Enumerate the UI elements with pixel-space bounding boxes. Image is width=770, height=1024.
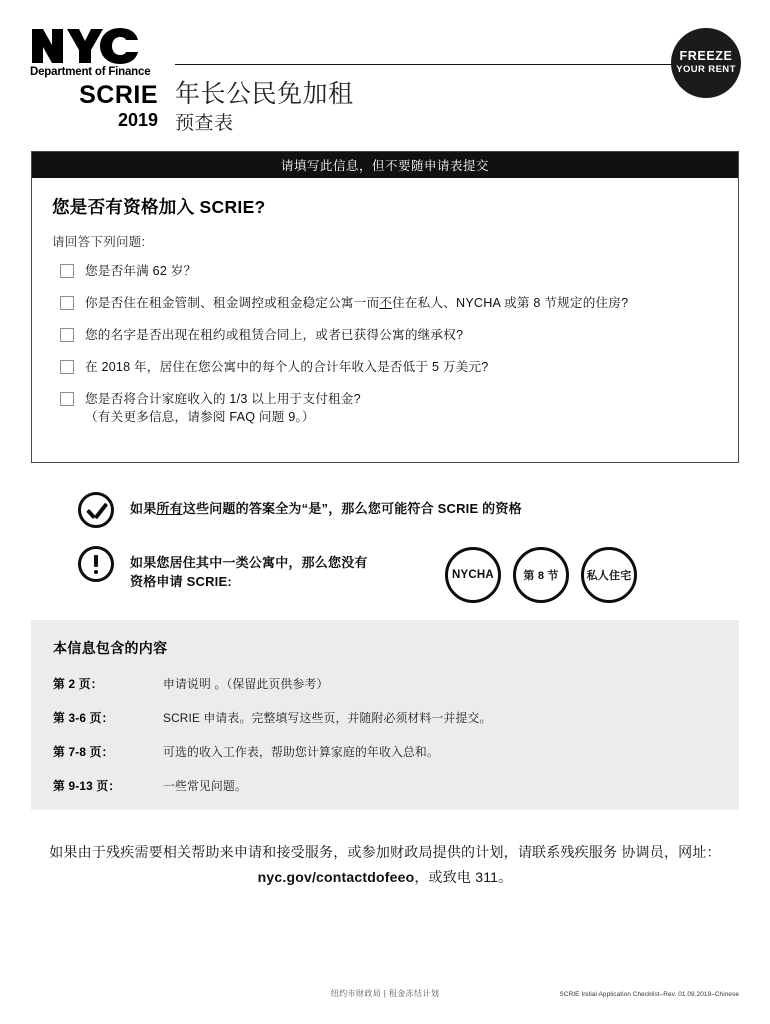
contents-description: 申请说明 。（保留此页供参考） [163, 677, 329, 691]
badge-private-housing-label: 私人住宅 [586, 570, 632, 582]
question-item[interactable] [52, 391, 718, 426]
check-circle-icon [78, 492, 114, 528]
program-code: SCRIE [79, 81, 158, 109]
qualify-text-part: 这些问题的答案全为“是”，那么您可能符合 SCRIE 的资格 [182, 501, 522, 516]
nyc-wordmark-icon [30, 27, 158, 65]
document-header [0, 0, 770, 145]
eligibility-summary [0, 492, 770, 610]
question-text [85, 327, 463, 344]
footer-revision-text: SCRIE Initial Application Checklist–Rev. 01.09.2019–Chinese [559, 991, 739, 998]
question-checkbox[interactable] [60, 392, 74, 406]
page-title-main: 年长公民免加租 [175, 80, 354, 108]
questions-list [52, 263, 718, 426]
footer-center-text: 纽约市财政局 | 租金冻结计划 [330, 989, 440, 998]
question-checkbox[interactable] [60, 264, 74, 278]
badge-section-8-label: 第 8 节 [523, 570, 559, 582]
question-text-part: 您的名字是否出现在租约或租赁合同上，或者已获得公寓的继承权? [85, 328, 464, 342]
contents-title: 本信息包含的内容 [53, 640, 168, 656]
contents-description: SCRIE 申请表。完整填写这些页，并随附必须材料一并提交。 [163, 711, 492, 725]
question-text [85, 295, 628, 312]
badge-nycha [445, 547, 501, 603]
eligibility-questions-box [31, 151, 739, 463]
exclamation-circle-icon [78, 546, 114, 582]
header-rule [175, 64, 680, 65]
question-text-underlined: 不 [379, 296, 393, 310]
question-checkbox[interactable] [60, 360, 74, 374]
disqualify-text [130, 546, 368, 591]
do-not-submit-banner: 请填写此信息，但不要随申请表提交 [32, 152, 738, 178]
accessibility-line-1: 如果由于残疾需要相关帮助来申请和接受服务，或参加财政局提供的计划，请联系残疾服务 [49, 844, 618, 860]
contents-pages: 第 7-8 页： [53, 745, 114, 759]
freeze-your-rent-badge [672, 29, 740, 97]
contents-row [53, 709, 717, 726]
contents-row [53, 777, 717, 794]
question-text-part: 住在私人、NYCHA 或第 8 节规定的住房? [392, 296, 629, 310]
qualify-text-part: 如果 [130, 501, 157, 516]
question-text-part: 您是否年满 62 岁？ [85, 264, 197, 278]
nyc-logo [30, 27, 175, 79]
contents-pages: 第 3-6 页： [53, 711, 114, 725]
badge-line-1: FREEZE [679, 49, 733, 63]
contents-pages: 第 2 页： [53, 677, 103, 691]
contents-row [53, 675, 717, 692]
question-item[interactable] [52, 263, 718, 280]
badge-nycha-label: NYCHA [452, 569, 494, 581]
program-year: 2019 [117, 110, 158, 130]
question-item[interactable] [52, 359, 718, 376]
badge-line-2: YOUR RENT [676, 64, 736, 75]
question-checkbox[interactable] [60, 328, 74, 342]
question-text-part: 在 2018 年，居住在您公寓中的每个人的合计年收入是否低于 5 万美元? [85, 360, 489, 374]
accessibility-line-2-before: 协调员，网址： [621, 844, 721, 860]
qualify-row [78, 492, 522, 528]
accessibility-line-2-after: ，或致电 311。 [414, 869, 513, 885]
page-title-sub: 预查表 [175, 113, 234, 134]
contactdofeeo-link[interactable]: nyc.gov/contactdofeeo [257, 869, 415, 885]
disqualify-line-1: 如果您居住其中一类公寓中，那么您没有 [130, 555, 368, 570]
question-note: （有关更多信息，请参阅 FAQ 问题 9。） [85, 410, 315, 424]
question-text [85, 263, 196, 280]
nyc-logo-agency: Department of Finance [30, 66, 151, 78]
question-item[interactable] [52, 327, 718, 344]
question-checkbox[interactable] [60, 296, 74, 310]
accessibility-notice [31, 840, 739, 890]
contents-row [53, 743, 717, 760]
qualify-text-underlined: 所有 [156, 501, 183, 516]
question-text [85, 359, 488, 376]
program-identifier [28, 82, 158, 131]
disqualify-row [78, 546, 368, 591]
question-text-part: 您是否将合计家庭收入的 1/3 以上用于支付租金? [85, 392, 361, 406]
disqualify-line-2: 资格申请 SCRIE: [130, 574, 232, 589]
contents-description: 一些常见问题。 [163, 779, 247, 793]
badge-section-8 [513, 547, 569, 603]
question-item[interactable] [52, 295, 718, 312]
badge-private-housing [581, 547, 637, 603]
contents-pages: 第 9-13 页： [53, 779, 121, 793]
contents-panel [31, 620, 739, 810]
question-text-part: 你是否住在租金管制、租金调控或租金稳定公寓一而 [85, 296, 380, 310]
questions-box-body [32, 178, 738, 426]
contents-description: 可选的收入工作表，帮助您计算家庭的年收入总和。 [163, 745, 439, 759]
question-text [85, 391, 361, 426]
questions-heading: 您是否有资格加入 SCRIE? [52, 197, 266, 217]
qualify-text [130, 492, 522, 518]
page-title [175, 80, 645, 137]
ineligible-housing-badges [445, 547, 637, 603]
questions-instruction: 请回答下列问题: [52, 235, 146, 249]
